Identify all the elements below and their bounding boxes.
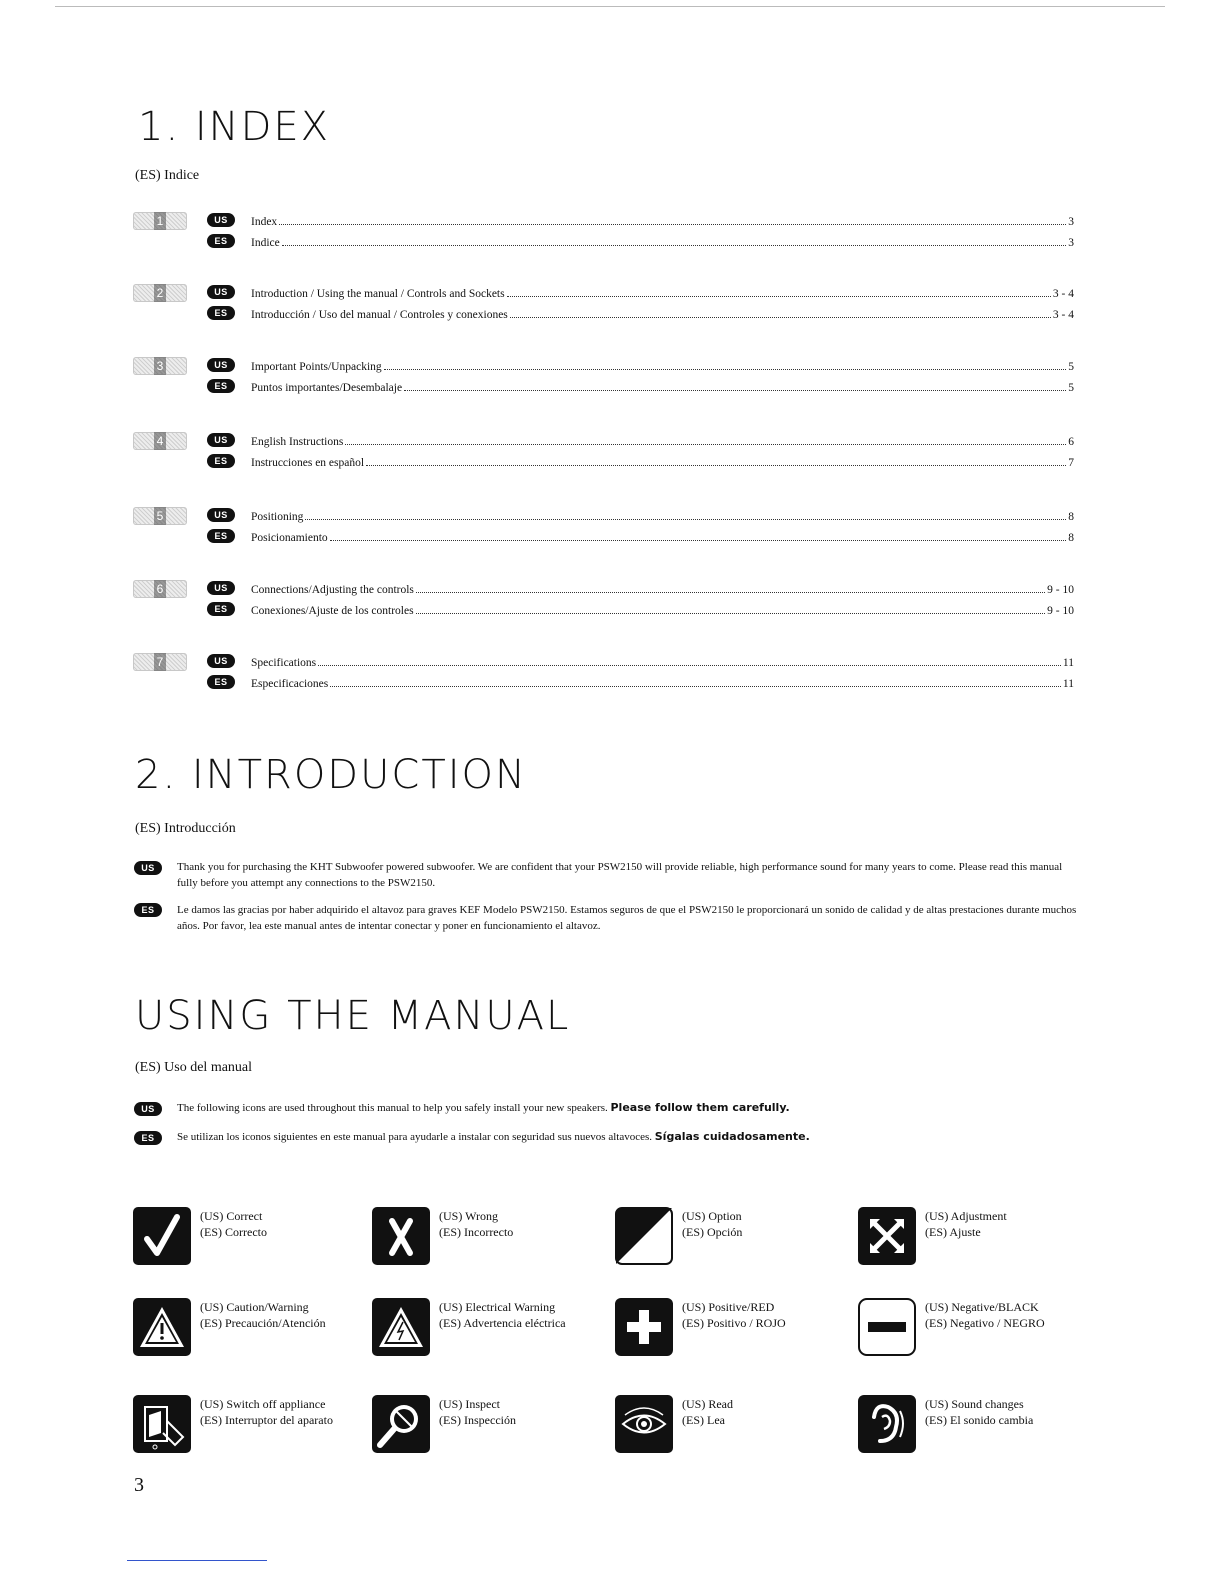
read-icon xyxy=(615,1395,673,1453)
icon-label-es: (ES) Opción xyxy=(682,1225,743,1239)
introduction-heading: 2. INTRODUCTION xyxy=(135,752,527,798)
toc-entry-title: Specifications xyxy=(251,657,317,669)
section-tab xyxy=(133,653,187,671)
toc-entry-title: Introducción / Uso del manual / Controles y conexiones xyxy=(251,309,508,321)
section-tab-number: 4 xyxy=(154,432,166,450)
icon-label-es: (ES) Inspección xyxy=(439,1413,516,1427)
using-manual-heading: USING THE MANUAL xyxy=(135,993,571,1039)
section-tab xyxy=(133,507,187,525)
toc-entry-title: Posicionamiento xyxy=(251,532,328,544)
icon-label-es: (ES) El sonido cambia xyxy=(925,1413,1034,1427)
introduction-es-text: Le damos las gracias por haber adquirido el altavoz para graves KEF Modelo PSW2150. Estamos seguros de que el PSW2150 le proporcionará un sonido de calidad y de altas prestaciones durante muchos años. Por favor, lea este manual antes de intentar conectar y poner en funcionamiento el altavoz. xyxy=(177,904,1077,932)
toc-entry-us[interactable] xyxy=(251,507,1074,523)
toc-entry-us[interactable] xyxy=(251,212,1074,228)
section-tab-number: 1 xyxy=(154,212,166,230)
toc-entry-page: 3 - 4 xyxy=(1052,288,1074,300)
toc-entry-page: 11 xyxy=(1062,678,1074,690)
us-flag-icon: US xyxy=(134,1102,162,1116)
es-flag-icon: ES xyxy=(207,234,235,248)
toc-leader xyxy=(345,444,1066,445)
es-flag-icon: ES xyxy=(207,675,235,689)
wrong-icon xyxy=(372,1207,430,1265)
toc-leader xyxy=(416,592,1045,593)
es-flag-icon: ES xyxy=(207,454,235,468)
using-manual-subtitle: (ES) Uso del manual xyxy=(135,1060,253,1075)
toc-leader xyxy=(404,390,1066,391)
icon-label-es: (ES) Ajuste xyxy=(925,1225,981,1239)
toc-entry-page: 11 xyxy=(1062,657,1074,669)
icon-label-us: (US) Electrical Warning xyxy=(439,1300,556,1314)
us-flag-icon: US xyxy=(207,213,235,227)
toc-entry-es[interactable] xyxy=(251,233,1074,249)
toc-leader xyxy=(318,665,1061,666)
icon-label-es: (ES) Correcto xyxy=(200,1225,267,1239)
icon-label-us: (US) Read xyxy=(682,1397,733,1411)
using-manual-us-text xyxy=(177,1100,1077,1116)
section-tab xyxy=(133,284,187,302)
toc-leader xyxy=(510,317,1051,318)
toc-entry-es[interactable] xyxy=(251,528,1074,544)
using-manual-es-bold: Sígalas cuidadosamente. xyxy=(654,1130,810,1143)
toc-entry-page: 3 - 4 xyxy=(1052,309,1074,321)
icon-label-us: (US) Inspect xyxy=(439,1397,500,1411)
toc-leader xyxy=(416,613,1046,614)
icon-label-us: (US) Wrong xyxy=(439,1209,498,1223)
correct-icon xyxy=(133,1207,191,1265)
toc-entry-us[interactable] xyxy=(251,432,1074,448)
toc-leader xyxy=(330,540,1067,541)
icon-label-es: (ES) Incorrecto xyxy=(439,1225,514,1239)
icon-label-us: (US) Option xyxy=(682,1209,742,1223)
es-flag-icon: ES xyxy=(207,379,235,393)
toc-entry-es[interactable] xyxy=(251,378,1074,394)
toc-entry-title: Indice xyxy=(251,237,280,249)
icon-label-es: (ES) Interruptor del aparato xyxy=(200,1413,333,1427)
toc-entry-page: 6 xyxy=(1068,436,1074,448)
es-flag-icon: ES xyxy=(207,306,235,320)
negative-icon xyxy=(858,1298,916,1356)
sound-changes-icon xyxy=(858,1395,916,1453)
toc-leader xyxy=(330,686,1061,687)
toc-entry-page: 9 - 10 xyxy=(1047,584,1074,596)
footer-rule xyxy=(127,1560,267,1561)
toc-entry-title: Instrucciones en español xyxy=(251,457,365,469)
toc-leader xyxy=(384,369,1067,370)
using-manual-es-sentence: Se utilizan los iconos siguientes en este manual para ayudarle a instalar con seguridad sus nuevos altavoces. xyxy=(177,1131,652,1143)
toc-entry-es[interactable] xyxy=(251,305,1074,321)
toc-entry-page: 3 xyxy=(1068,237,1074,249)
option-icon xyxy=(615,1207,673,1265)
toc-leader xyxy=(282,245,1067,246)
toc-entry-page: 8 xyxy=(1068,511,1074,523)
us-flag-icon: US xyxy=(207,358,235,372)
icon-label-us: (US) Adjustment xyxy=(925,1209,1007,1223)
toc-entry-es[interactable] xyxy=(251,674,1074,690)
toc-entry-us[interactable] xyxy=(251,580,1074,596)
section-tab-number: 2 xyxy=(154,284,166,302)
es-flag-icon: ES xyxy=(207,602,235,616)
toc-entry-title: Positioning xyxy=(251,511,304,523)
toc-entry-us[interactable] xyxy=(251,653,1074,669)
caution-icon xyxy=(133,1298,191,1356)
es-flag-icon: ES xyxy=(134,1131,162,1145)
us-flag-icon: US xyxy=(207,285,235,299)
toc-entry-title: Introduction / Using the manual / Controls and Sockets xyxy=(251,288,505,300)
toc-entry-us[interactable] xyxy=(251,284,1074,300)
toc-entry-es[interactable] xyxy=(251,453,1074,469)
introduction-subtitle: (ES) Introducción xyxy=(135,821,236,836)
us-flag-icon: US xyxy=(207,508,235,522)
icon-label-es: (ES) Lea xyxy=(682,1413,725,1427)
positive-icon xyxy=(615,1298,673,1356)
icon-label-es: (ES) Precaución/Atención xyxy=(200,1316,326,1330)
toc-leader xyxy=(507,296,1051,297)
toc-entry-page: 9 - 10 xyxy=(1047,605,1074,617)
top-rule xyxy=(55,6,1165,7)
page-number: 3 xyxy=(134,1474,144,1496)
us-flag-icon: US xyxy=(134,861,162,875)
toc-entry-page: 7 xyxy=(1068,457,1074,469)
adjustment-icon xyxy=(858,1207,916,1265)
section-tab-number: 5 xyxy=(154,507,166,525)
icon-label-es: (ES) Advertencia eléctrica xyxy=(439,1316,566,1330)
using-manual-us-sentence: The following icons are used throughout this manual to help you safely install your new speakers. xyxy=(177,1102,608,1114)
toc-entry-title: Connections/Adjusting the controls xyxy=(251,584,414,596)
toc-entry-title: Important Points/Unpacking xyxy=(251,361,382,373)
us-flag-icon: US xyxy=(207,433,235,447)
toc-entry-title: Conexiones/Ajuste de los controles xyxy=(251,605,414,617)
toc-entry-title: Index xyxy=(251,216,278,228)
icon-label-us: (US) Correct xyxy=(200,1209,263,1223)
section-tab-number: 6 xyxy=(154,580,166,598)
icon-label-us: (US) Switch off appliance xyxy=(200,1397,326,1411)
toc-leader xyxy=(366,465,1066,466)
section-tab xyxy=(133,357,187,375)
using-manual-us-bold: Please follow them carefully. xyxy=(610,1101,790,1114)
toc-leader xyxy=(305,519,1066,520)
icon-label-us: (US) Sound changes xyxy=(925,1397,1024,1411)
section-tab xyxy=(133,580,187,598)
icon-label-es: (ES) Positivo / ROJO xyxy=(682,1316,786,1330)
section-tab-number: 3 xyxy=(154,357,166,375)
icon-label-es: (ES) Negativo / NEGRO xyxy=(925,1316,1045,1330)
toc-entry-page: 3 xyxy=(1068,216,1074,228)
toc-entry-page: 5 xyxy=(1068,361,1074,373)
es-flag-icon: ES xyxy=(134,903,162,917)
toc-entry-title: Puntos importantes/Desembalaje xyxy=(251,382,403,394)
us-flag-icon: US xyxy=(207,581,235,595)
using-manual-es-text xyxy=(177,1129,1077,1145)
toc-entry-page: 8 xyxy=(1068,532,1074,544)
electrical-warning-icon xyxy=(372,1298,430,1356)
introduction-us-text: Thank you for purchasing the KHT Subwoofer powered subwoofer. We are confident that your PSW2150 will provide reliable, high performance sound for many years to come. Please read this manual fully before you attempt any connections to the PSW2150. xyxy=(177,861,1063,889)
toc-entry-title: English Instructions xyxy=(251,436,344,448)
toc-entry-page: 5 xyxy=(1068,382,1074,394)
inspect-icon xyxy=(372,1395,430,1453)
icon-label-us: (US) Negative/BLACK xyxy=(925,1300,1039,1314)
section-tab xyxy=(133,432,187,450)
es-flag-icon: ES xyxy=(207,529,235,543)
index-heading: 1. INDEX xyxy=(138,104,331,150)
toc-entry-us[interactable] xyxy=(251,357,1074,373)
section-tab xyxy=(133,212,187,230)
toc-entry-es[interactable] xyxy=(251,601,1074,617)
section-tab-number: 7 xyxy=(154,653,166,671)
toc-leader xyxy=(279,224,1066,225)
us-flag-icon: US xyxy=(207,654,235,668)
index-subtitle: (ES) Indice xyxy=(135,168,200,183)
switch-off-icon xyxy=(133,1395,191,1453)
icon-label-us: (US) Positive/RED xyxy=(682,1300,775,1314)
icon-label-us: (US) Caution/Warning xyxy=(200,1300,309,1314)
toc-entry-title: Especificaciones xyxy=(251,678,329,690)
